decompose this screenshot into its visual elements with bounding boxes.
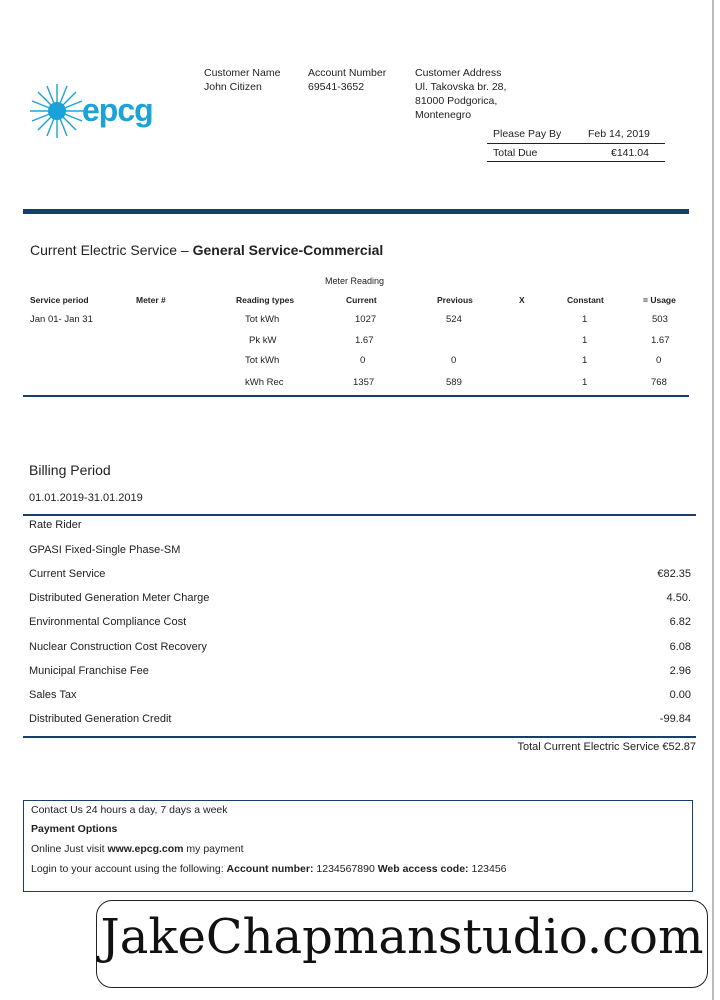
watermark-box bbox=[96, 900, 708, 988]
meter-reading-label: Meter Reading bbox=[325, 276, 385, 286]
total-current-service: Total Current Electric Service €52.87 bbox=[517, 741, 696, 753]
billing-bottom-divider bbox=[23, 736, 696, 738]
scan-edge bbox=[712, 0, 714, 1000]
billing-period-title: Billing Period bbox=[29, 462, 111, 478]
row3-current: 0 bbox=[360, 355, 366, 366]
online-prefix: Online Just visit bbox=[31, 843, 108, 855]
col-constant: Constant bbox=[567, 295, 604, 305]
website-link[interactable]: www.epcg.com bbox=[107, 843, 184, 855]
row4-usage: 768 bbox=[651, 377, 667, 388]
address-line-2: 81000 Podgorica, bbox=[415, 95, 498, 107]
logo bbox=[28, 82, 163, 142]
billing-period-dates: 01.01.2019-31.01.2019 bbox=[29, 492, 143, 504]
sunburst-icon bbox=[28, 82, 86, 140]
charge-label: Distributed Generation Credit bbox=[29, 713, 172, 725]
row1-previous: 524 bbox=[446, 314, 462, 325]
col-meter: Meter # bbox=[136, 295, 166, 305]
total-due-divider bbox=[487, 161, 665, 162]
col-reading-types: Reading types bbox=[236, 295, 295, 305]
charge-label: Distributed Generation Meter Charge bbox=[29, 592, 210, 604]
login-line bbox=[31, 863, 507, 875]
customer-name-label: Customer Name bbox=[204, 67, 281, 79]
address-line-3: Montenegro bbox=[415, 109, 472, 121]
contact-box bbox=[23, 800, 693, 892]
col-service-period: Service period bbox=[30, 295, 89, 305]
row4-constant: 1 bbox=[582, 377, 588, 388]
rate-rider-label: Rate Rider bbox=[29, 519, 82, 531]
total-due-label: Total Due bbox=[493, 147, 538, 159]
customer-name: John Citizen bbox=[204, 81, 262, 93]
service-title-type: General Service-Commercial bbox=[192, 242, 384, 258]
col-x: X bbox=[519, 295, 525, 305]
row2-constant: 1 bbox=[582, 335, 588, 346]
please-pay-by-date: Feb 14, 2019 bbox=[588, 128, 650, 140]
col-previous: Previous bbox=[437, 295, 473, 305]
row4-type: kWh Rec bbox=[245, 377, 284, 388]
row2-type: Pk kW bbox=[249, 335, 277, 346]
row4-current: 1357 bbox=[353, 377, 375, 388]
col-usage: = Usage bbox=[643, 295, 676, 305]
charge-label: Municipal Franchise Fee bbox=[29, 665, 149, 677]
row1-constant: 1 bbox=[582, 314, 588, 325]
charge-amount: 4.50. bbox=[666, 592, 691, 604]
address-line-1: Ul. Takovska br. 28, bbox=[415, 81, 507, 93]
row1-period: Jan 01- Jan 31 bbox=[30, 314, 93, 325]
charge-label: Nuclear Construction Cost Recovery bbox=[29, 641, 207, 653]
row1-usage: 503 bbox=[652, 314, 668, 325]
login-account-number: 1234567890 bbox=[313, 863, 378, 875]
charge-amount: 2.96 bbox=[669, 665, 691, 677]
charge-amount: 6.08 bbox=[669, 641, 691, 653]
charge-label: Sales Tax bbox=[29, 689, 77, 701]
web-access-label: Web access code: bbox=[377, 863, 469, 875]
row3-type: Tot kWh bbox=[245, 355, 280, 366]
account-number: 69541-3652 bbox=[308, 81, 365, 93]
billing-top-divider bbox=[23, 514, 696, 516]
charge-label: Environmental Compliance Cost bbox=[29, 616, 187, 628]
service-title-prefix: Current Electric Service – bbox=[30, 242, 193, 258]
service-divider bbox=[23, 395, 689, 397]
charge-amount: 0.00 bbox=[669, 689, 691, 701]
logo-text: epcg bbox=[82, 92, 153, 128]
watermark-text: JakeChapmanstudio.com bbox=[100, 909, 704, 965]
contact-hours: Contact Us 24 hours a day, 7 days a week bbox=[31, 804, 228, 816]
row2-current: 1.67 bbox=[355, 335, 374, 346]
header-divider bbox=[23, 209, 689, 214]
web-access-code: 123456 bbox=[468, 863, 507, 875]
row3-constant: 1 bbox=[582, 355, 588, 366]
charge-amount: 6.82 bbox=[669, 616, 691, 628]
charge-label: Current Service bbox=[29, 568, 106, 580]
please-pay-by-label: Please Pay By bbox=[493, 128, 562, 140]
charge-amount: €82.35 bbox=[657, 568, 691, 580]
account-number-label-bold: Account number: bbox=[226, 863, 314, 875]
payment-options-heading: Payment Options bbox=[31, 823, 118, 835]
service-title bbox=[30, 242, 383, 258]
rate-name: GPASI Fixed-Single Phase-SM bbox=[29, 544, 181, 556]
row3-previous: 0 bbox=[451, 355, 457, 366]
pay-by-divider bbox=[487, 143, 665, 144]
row2-usage: 1.67 bbox=[651, 335, 670, 346]
col-current: Current bbox=[346, 295, 377, 305]
row1-current: 1027 bbox=[355, 314, 377, 325]
total-due-amount: €141.04 bbox=[611, 147, 649, 159]
account-number-label: Account Number bbox=[308, 67, 387, 79]
row4-previous: 589 bbox=[446, 377, 462, 388]
login-prefix: Login to your account using the following: bbox=[31, 863, 227, 875]
online-payment-line bbox=[31, 843, 244, 855]
charge-amount: -99.84 bbox=[659, 713, 691, 725]
customer-address-label: Customer Address bbox=[415, 67, 502, 79]
row3-usage: 0 bbox=[656, 355, 662, 366]
row1-type: Tot kWh bbox=[245, 314, 280, 325]
online-suffix: my payment bbox=[183, 843, 244, 855]
